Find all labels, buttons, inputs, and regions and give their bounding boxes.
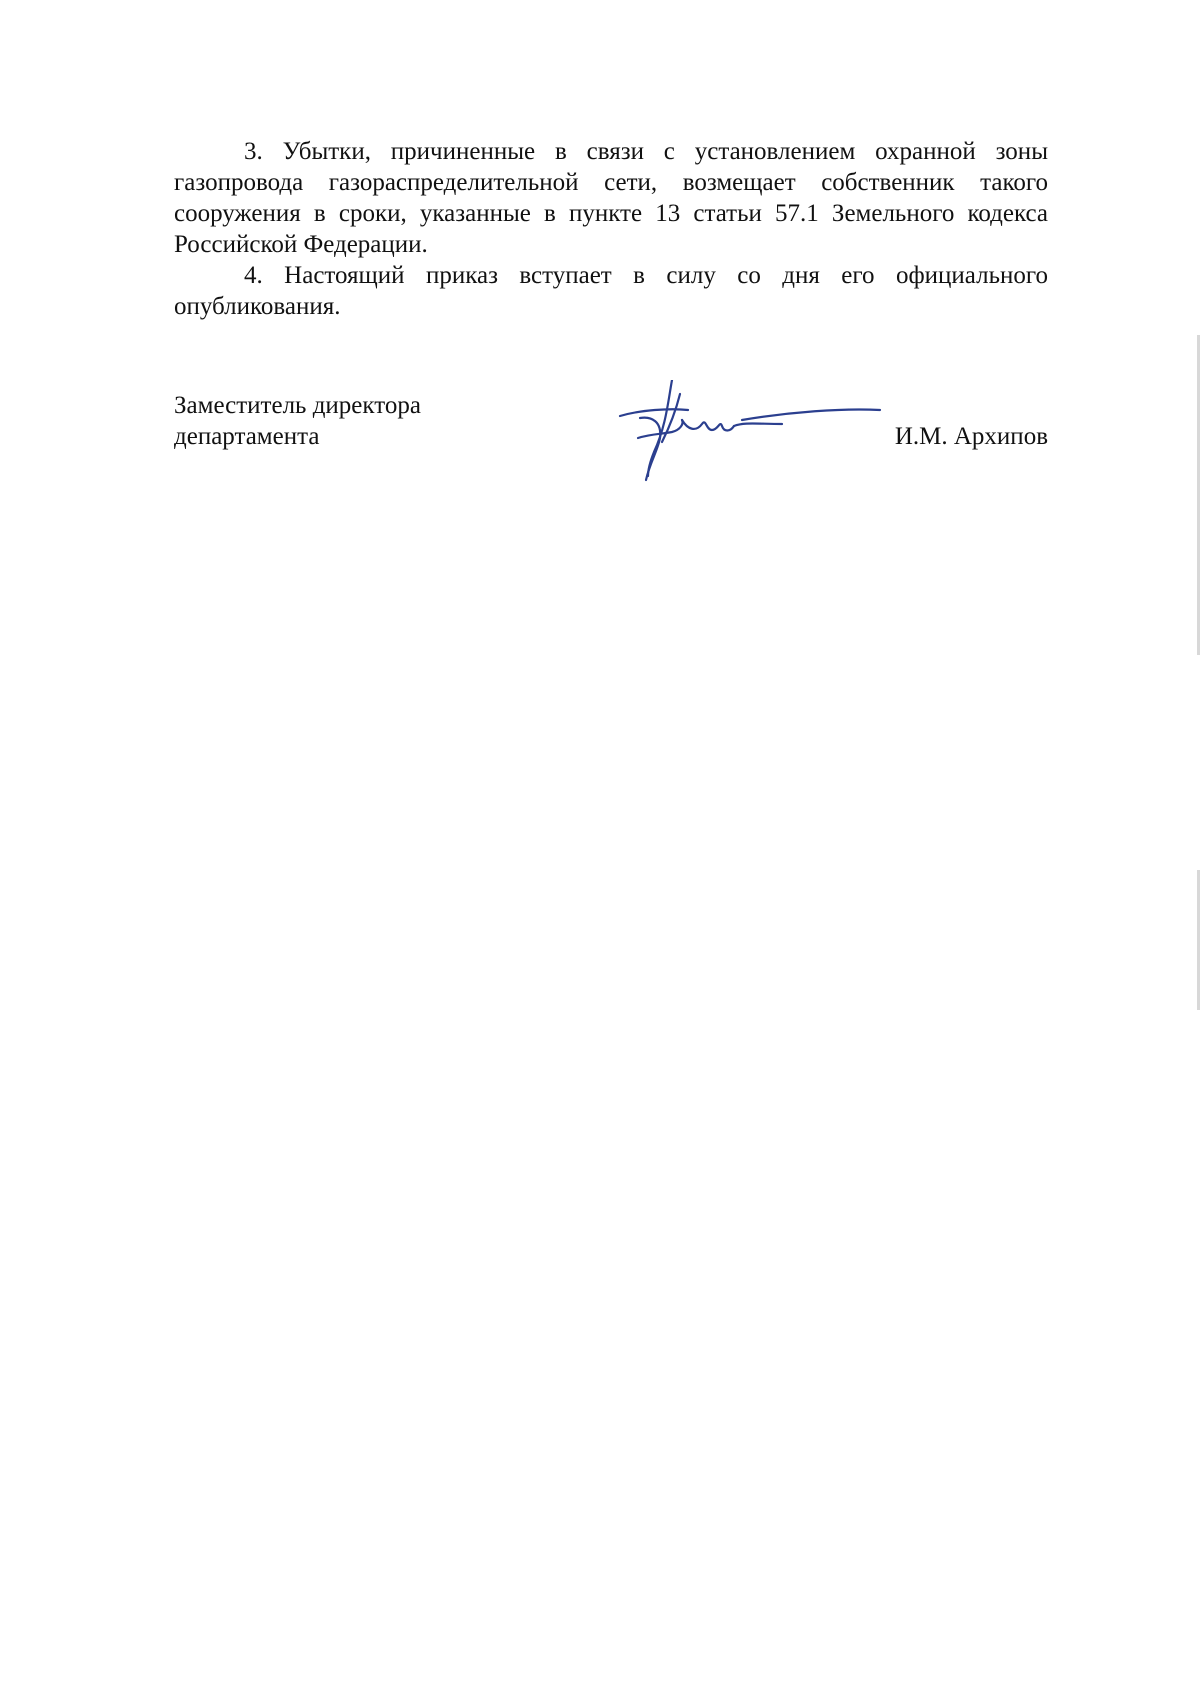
signer-position [174, 390, 421, 452]
paragraph-3: 3. Убытки, причиненные в связи с установлением охранной зоны газопровода газораспределительной сети, возмещает собственник такого сооружения в сроки, указанные в пункте 13 статьи 57.1 Земельного кодекса Российской Федерации. [174, 138, 1048, 258]
document-body [174, 136, 1048, 322]
signer-name: И.М. Архипов [894, 423, 1048, 450]
handwritten-signature-icon [610, 380, 890, 490]
paragraph-4: 4. Настоящий приказ вступает в силу со дня его официального опубликования. [174, 262, 1048, 320]
signer-position-line-1: Заместитель директора [174, 392, 421, 419]
signer-position-line-2: департамента [174, 423, 320, 450]
signature-block [174, 390, 1048, 500]
